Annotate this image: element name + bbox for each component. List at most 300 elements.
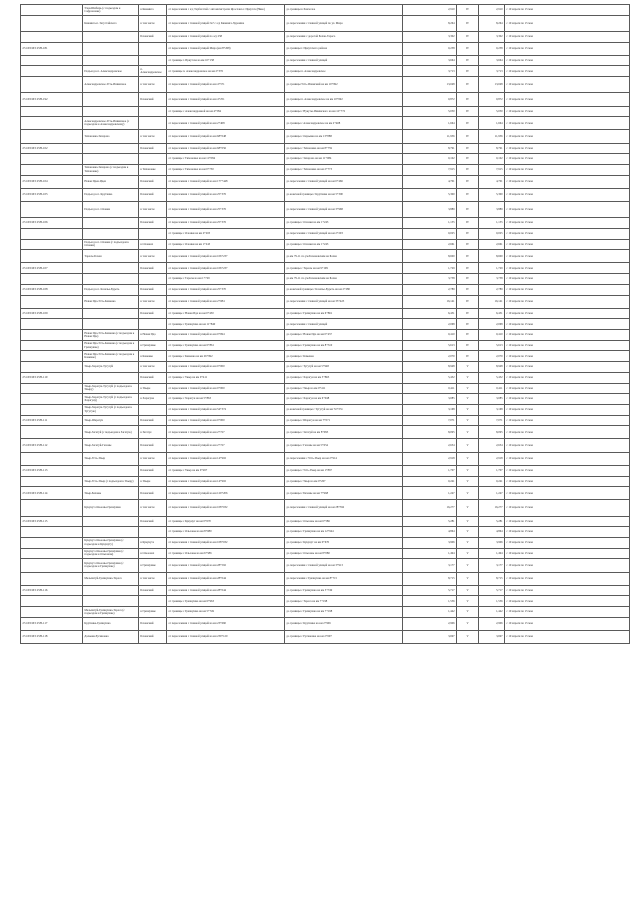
road-name xyxy=(83,319,139,330)
segment-start: от границы с Грязнушка на км 5+749 xyxy=(167,607,285,618)
length-km: 1,494 xyxy=(403,548,457,559)
length-km: 7,071 xyxy=(403,415,457,426)
road-category: IV xyxy=(457,319,479,330)
road-name: Новая Ида-Усть-Каменка (с подъездом к Грязнушке) xyxy=(83,340,139,351)
segment-end: до границы с Новая Ида на км 0+437 xyxy=(285,330,403,341)
road-category: IV xyxy=(457,340,479,351)
road-name: Новая Ида-Усть-Каменка (с подъездом к Новая Иде) xyxy=(83,330,139,341)
segment-end: до пересечения с главной улицей xyxy=(285,55,403,66)
length-km: 1,729 xyxy=(403,263,457,274)
table-row xyxy=(21,500,630,516)
table-row xyxy=(21,263,630,274)
register-code xyxy=(21,404,83,415)
restriction-period: с 10 апреля по 15 мая xyxy=(505,250,630,263)
district-cell xyxy=(139,319,167,330)
length-km: 3,302 xyxy=(403,31,457,42)
register-code xyxy=(21,572,83,585)
segment-start: от пересечения с главной улицей на км 54+374 xyxy=(167,404,285,415)
register-code xyxy=(21,164,83,175)
road-name: Тихоновка-Захарово (с подъездом к Тихоновке) xyxy=(83,164,139,175)
table-row xyxy=(21,383,630,394)
segment-end: до границы с Тугутуй на км 5+948 xyxy=(285,362,403,373)
length-km: 5,281 xyxy=(403,516,457,527)
segment-end: до границы с Оерьевка на км 13+888 xyxy=(285,130,403,143)
segment-end: до границы с Харагун на км 5+863 xyxy=(285,372,403,383)
segment-start: от пересечения с главной улицей №7 с а/д Кижинга-Хурамша xyxy=(167,15,285,31)
segment-end: до границы с Укыр на км 0+267 xyxy=(285,476,403,487)
restricted-length-km: 7,915 xyxy=(479,164,505,175)
segment-start: от пересечения с главной улицей на км 25+370 xyxy=(167,284,285,295)
length-km: 5,050 xyxy=(403,106,457,117)
road-name xyxy=(83,274,139,285)
segment-end: до границы с Грязнушка на км 7+198 xyxy=(285,607,403,618)
district-cell: Боханский xyxy=(139,617,167,630)
district-cell: Боханский xyxy=(139,585,167,596)
table-row xyxy=(21,585,630,596)
segment-end: до пересечения с главной улицей на км 2+203 xyxy=(285,228,403,239)
register-code xyxy=(21,319,83,330)
restricted-length-km: 3,906 xyxy=(479,537,505,548)
restricted-length-km: 0,411 xyxy=(479,383,505,394)
road-name: Подъезд к п. Казачье-Буреть xyxy=(83,284,139,295)
table-row xyxy=(21,308,630,319)
segment-start: от границы с Грязнушка на км 6+861 xyxy=(167,340,285,351)
segment-end: до границы с Грязнушка на км 8+310 xyxy=(285,340,403,351)
restriction-period: с 10 апреля по 15 мая xyxy=(505,452,630,465)
table-row xyxy=(21,117,630,130)
table-row xyxy=(21,527,630,538)
road-category: V xyxy=(457,452,479,465)
restriction-period: с 10 апреля по 15 мая xyxy=(505,415,630,426)
register-code: 25 ОП МЗ 25Н-113 xyxy=(21,465,83,476)
segment-end: до границы с Тихоновка на км 2+773 xyxy=(285,164,403,175)
restricted-length-km: 1,556 xyxy=(479,596,505,607)
restriction-period: с 10 апреля по 15 мая xyxy=(505,154,630,165)
restriction-period: с 10 апреля по 15 мая xyxy=(505,239,630,250)
district-cell: Боханский xyxy=(139,284,167,295)
restricted-length-km: 3,168 xyxy=(479,404,505,415)
table-row xyxy=(21,15,630,31)
restriction-period: с 10 апреля по 15 мая xyxy=(505,351,630,362)
road-name xyxy=(83,308,139,319)
district-cell: в Ользонах xyxy=(139,548,167,559)
road-name: Подъезд к п. Олонки (с подъездом к Олонки) xyxy=(83,239,139,250)
segment-start: от границы с Харагун на км 5+863 xyxy=(167,394,285,405)
segment-end: до пересечения с главной улицей по ул. Мира xyxy=(285,15,403,31)
segment-start: от пересечения с главной улицей на км 14+902 xyxy=(167,476,285,487)
length-km: 8,715 xyxy=(403,572,457,585)
restricted-length-km: 1,442 xyxy=(479,607,505,618)
table-row xyxy=(21,452,630,465)
segment-end: до пересечения с главной улицей на км 3+913 xyxy=(285,559,403,572)
road-category: IV xyxy=(457,130,479,143)
segment-start: от пересечения с главной улицей на км 2+084 xyxy=(167,295,285,308)
road-category: IV xyxy=(457,351,479,362)
length-km: 5,717 xyxy=(403,585,457,596)
length-km: 3,697 xyxy=(403,630,457,643)
restriction-period: с 10 апреля по 15 мая xyxy=(505,202,630,218)
road-name: Укыр-Харагун-Тугутуй (с подъездом к Укыру) xyxy=(83,383,139,394)
restricted-length-km: 1,664 xyxy=(479,117,505,130)
table-row xyxy=(21,5,630,16)
register-code xyxy=(21,154,83,165)
restricted-length-km: 8,791 xyxy=(479,143,505,154)
segment-end: до границы с Загатуй на км 8+095 xyxy=(285,426,403,439)
register-rows xyxy=(21,5,630,644)
table-row xyxy=(21,439,630,452)
restricted-length-km: 5,300 xyxy=(479,188,505,201)
district-cell: в Каменке xyxy=(139,351,167,362)
road-name: Мельхитуй-Грязнушка-Тараса (с подъездом к Грязнушке) xyxy=(83,607,139,618)
register-code xyxy=(21,250,83,263)
road-category: V xyxy=(457,394,479,405)
segment-end: до границы с Тараса на км 7+198 xyxy=(285,596,403,607)
segment-start: от пересечения с главной улицей на км 68+056 xyxy=(167,143,285,154)
segment-start: от пересечения с главной улицей на км 25+376 xyxy=(167,202,285,218)
restricted-length-km: 3,177 xyxy=(479,559,505,572)
segment-end: до пересечения с главной улицей на км 0+466 xyxy=(285,175,403,188)
restriction-period: с 10 апреля по 15 мая xyxy=(505,383,630,394)
length-km: 2,789 xyxy=(403,284,457,295)
table-row xyxy=(21,465,630,476)
road-category: V xyxy=(457,559,479,572)
restriction-period: с 10 апреля по 15 мая xyxy=(505,362,630,373)
road-name xyxy=(83,527,139,538)
segment-end: до границы с Гаханы на км 5+654 xyxy=(285,439,403,452)
length-km: 3,085 xyxy=(403,394,457,405)
segment-end: до границы с Усть-Укыр на км 1+867 xyxy=(285,465,403,476)
table-row xyxy=(21,516,630,527)
restricted-length-km: 2,789 xyxy=(479,284,505,295)
table-row xyxy=(21,218,630,229)
district-cell: Боханский xyxy=(139,415,167,426)
restriction-period: с 10 апреля по 15 мая xyxy=(505,263,630,274)
register-code xyxy=(21,15,83,31)
length-km: 6,451 xyxy=(403,308,457,319)
restricted-length-km: 2,068 xyxy=(479,319,505,330)
register-code: 25 ОП МЗ 25Н-116 xyxy=(21,585,83,596)
register-code xyxy=(21,5,83,16)
table-row xyxy=(21,31,630,42)
segment-end: до границы с Тарасы на км 9+199 xyxy=(285,263,403,274)
segment-end: до границы с Шарагун на км 7+071 xyxy=(285,415,403,426)
restriction-period: с 10 апреля по 15 мая xyxy=(505,218,630,229)
road-name: Подъезд к п. Александровское xyxy=(83,66,139,77)
restriction-period: с 10 апреля по 15 мая xyxy=(505,106,630,117)
segment-end: до границы г. Иркутского района xyxy=(285,42,403,55)
district-cell: в том числе xyxy=(139,295,167,308)
restricted-length-km: 2,918 xyxy=(479,452,505,465)
road-category: V xyxy=(457,537,479,548)
table-row xyxy=(21,415,630,426)
register-code: 25 ОП МЗ 25Н-111 xyxy=(21,415,83,426)
restriction-period: с 10 апреля по 15 мая xyxy=(505,548,630,559)
register-code xyxy=(21,55,83,66)
length-km: 8,095 xyxy=(403,426,457,439)
register-code xyxy=(21,559,83,572)
segment-start: от пересечения с главной улицей на км 25+376 xyxy=(167,218,285,229)
length-km: 8,600 xyxy=(403,250,457,263)
road-category: IV xyxy=(457,239,479,250)
register-code xyxy=(21,340,83,351)
segment-end: до конечной границы с Крутинка на км 5+300 xyxy=(285,188,403,201)
table-row xyxy=(21,330,630,341)
segment-start: от пересечения с а/д Тарбагатай с автомагистрали Ярославл-г. Иркутск (Нико) xyxy=(167,5,285,16)
road-name: Улан-Шибирь (с подъездом к Сафроновке) xyxy=(83,5,139,16)
road-name xyxy=(83,55,139,66)
road-category: IV xyxy=(457,175,479,188)
district-cell: в Кижинга xyxy=(139,5,167,16)
road-category: V xyxy=(457,404,479,415)
register-code: 25 ОП МЗ 25Н-110 xyxy=(21,372,83,383)
district-cell: в Укыре xyxy=(139,383,167,394)
segment-end: до пересечения с главной улицей на км 3+968 xyxy=(285,202,403,218)
district-cell: в том числе xyxy=(139,452,167,465)
district-cell: в Олонках xyxy=(139,239,167,250)
restricted-length-km: 0,102 xyxy=(479,154,505,165)
length-km: 1,707 xyxy=(403,465,457,476)
register-code xyxy=(21,117,83,130)
district-cell: в Харагуне xyxy=(139,394,167,405)
register-code xyxy=(21,548,83,559)
restriction-period: с 10 апреля по 15 мая xyxy=(505,77,630,93)
restricted-length-km: 16,141 xyxy=(479,295,505,308)
road-name xyxy=(83,263,139,274)
restricted-length-km: 8,715 xyxy=(479,572,505,585)
restricted-length-km: 5,281 xyxy=(479,516,505,527)
segment-start: от границы с Грязнушка на км 11+840 xyxy=(167,319,285,330)
restricted-length-km: 0,241 xyxy=(479,476,505,487)
segment-end: до пересечения с дорогой Бохан-Тараса xyxy=(285,31,403,42)
register-code xyxy=(21,362,83,373)
register-code xyxy=(21,394,83,405)
table-row xyxy=(21,559,630,572)
segment-start: от пересечения с главной улицей на км 25+376 xyxy=(167,188,285,201)
road-category: V xyxy=(457,617,479,630)
restriction-period: с 10 апреля по 15 мая xyxy=(505,465,630,476)
register-code xyxy=(21,130,83,143)
register-code: 25 ОП МЗ 25Н-105 xyxy=(21,188,83,201)
segment-start: от границы п. Александровское на км 2+376 xyxy=(167,66,285,77)
road-category: IV xyxy=(457,117,479,130)
restriction-period: с 10 апреля по 15 мая xyxy=(505,572,630,585)
segment-start: от пересечения с главной улицей Мира (км 8+268) xyxy=(167,42,285,55)
segment-start: от границы с Новая Ида на км 0+450 xyxy=(167,308,285,319)
road-register-table xyxy=(20,4,630,644)
table-row xyxy=(21,630,630,643)
road-register-sheet xyxy=(20,4,629,644)
restriction-period: с 10 апреля по 15 мая xyxy=(505,228,630,239)
district-cell: в Укыре xyxy=(139,476,167,487)
road-name: Александровское-Усть-Ишимское xyxy=(83,77,139,93)
segment-end: до границы с Грязнушка на км 5+749 xyxy=(285,585,403,596)
segment-start: от пересечения с главной улицей на км 2+727 xyxy=(167,439,285,452)
road-category: IV xyxy=(457,228,479,239)
register-code xyxy=(21,228,83,239)
district-cell: Боханский xyxy=(139,93,167,106)
segment-end: до границы п. Александровское xyxy=(285,66,403,77)
register-code: 25 ОП МЗ 25Н-102 xyxy=(21,143,83,154)
segment-start: от границы с Укыр на км 0+267 xyxy=(167,465,285,476)
restriction-period: с 10 апреля по 15 мая xyxy=(505,117,630,130)
length-km: 5,452 xyxy=(403,372,457,383)
register-code xyxy=(21,476,83,487)
length-km: 3,889 xyxy=(403,202,457,218)
district-cell: в Грязнушке xyxy=(139,559,167,572)
road-name xyxy=(83,465,139,476)
register-code: 25 ОП МЗ 25Н-114 xyxy=(21,487,83,500)
district-cell: Боханский xyxy=(139,188,167,201)
length-km: 3,906 xyxy=(403,537,457,548)
segment-end: до границы с Кукунут на км 0+670 xyxy=(285,537,403,548)
road-category: IV xyxy=(457,154,479,165)
length-km: 1,664 xyxy=(403,117,457,130)
segment-start: от пересечения с главной улицей на км 177+448 xyxy=(167,175,285,188)
restriction-period: с 10 апреля по 15 мая xyxy=(505,617,630,630)
length-km: 1,155 xyxy=(403,218,457,229)
table-row xyxy=(21,250,630,263)
segment-start: от пересечения с главной улицей на км 28+592 xyxy=(167,559,285,572)
restricted-length-km: 5,050 xyxy=(479,106,505,117)
segment-start: от пересечения с главной улицей на км 239+120 xyxy=(167,630,285,643)
road-category: V xyxy=(457,607,479,618)
restriction-period: с 10 апреля по 15 мая xyxy=(505,274,630,285)
road-name xyxy=(83,585,139,596)
length-km: 2,070 xyxy=(403,351,457,362)
length-km: 0,872 xyxy=(403,93,457,106)
district-cell: Боханский xyxy=(139,516,167,527)
road-name: Кукунут-Ользоны-Грязнушка xyxy=(83,500,139,516)
district-cell: в том числе xyxy=(139,130,167,143)
district-cell: в том числе xyxy=(139,572,167,585)
restriction-period: с 10 апреля по 15 мая xyxy=(505,330,630,341)
road-name: Укыр-Шарагун xyxy=(83,415,139,426)
restriction-period: с 10 апреля по 15 мая xyxy=(505,15,630,31)
length-km: 2,906 xyxy=(403,617,457,630)
district-cell: Боханский xyxy=(139,308,167,319)
length-km: 0,410 xyxy=(403,330,457,341)
restricted-length-km: 7,071 xyxy=(479,415,505,426)
road-name: Тихоновка-Захарово xyxy=(83,130,139,143)
road-category: V xyxy=(457,585,479,596)
road-name: Укыр-Харагун-Тугутуй xyxy=(83,362,139,373)
road-name xyxy=(83,154,139,165)
segment-start: от пересечения с главной улицей на км 2+408 xyxy=(167,117,285,130)
segment-end: до пересечения с главной улицей на км 35+423 xyxy=(285,295,403,308)
district-cell: в том числе xyxy=(139,362,167,373)
restriction-period: с 10 апреля по 15 мая xyxy=(505,66,630,77)
segment-start: от пересечения с главной улицей на км 23+660 xyxy=(167,617,285,630)
register-code: 25 ОП МЗ 25Н-118 xyxy=(21,630,83,643)
segment-end: до границы с Харагун на км 6+948 xyxy=(285,394,403,405)
segment-start: от пересечения с главной улицей на км 0+000 xyxy=(167,383,285,394)
segment-start: от пересечения с главной улицей на км 0+000 xyxy=(167,415,285,426)
length-km: 0,241 xyxy=(403,476,457,487)
table-row xyxy=(21,476,630,487)
restriction-period: с 10 апреля по 15 мая xyxy=(505,372,630,383)
length-km: 2,068 xyxy=(403,319,457,330)
district-cell: в том числе xyxy=(139,250,167,263)
length-km: 1,442 xyxy=(403,607,457,618)
table-row xyxy=(21,607,630,618)
segment-start: от пересечения с главной улицей по а/д 258 xyxy=(167,31,285,42)
road-category: V xyxy=(457,476,479,487)
restriction-period: с 10 апреля по 15 мая xyxy=(505,340,630,351)
road-category: V xyxy=(457,439,479,452)
restricted-length-km: 2,654 xyxy=(479,439,505,452)
road-name: Тарасы-Бохан xyxy=(83,250,139,263)
road-name xyxy=(83,372,139,383)
length-km: 3,738 xyxy=(403,274,457,285)
table-row xyxy=(21,228,630,239)
road-category: IV xyxy=(457,55,479,66)
table-row xyxy=(21,487,630,500)
road-category: IV xyxy=(457,284,479,295)
length-km: 0,258 xyxy=(403,42,457,55)
road-category: V xyxy=(457,362,479,373)
length-km: 0,025 xyxy=(403,228,457,239)
length-km: 2,654 xyxy=(403,439,457,452)
segment-end: до границы с Ользоны на км 6+586 xyxy=(285,516,403,527)
road-name: Дальняя-Русиновка xyxy=(83,630,139,643)
table-row xyxy=(21,372,630,383)
segment-end: до границы с Баханы на км 7+968 xyxy=(285,487,403,500)
road-name: Кукунут-Ользоны-Грязнушка (с подъездом к Грязнушке) xyxy=(83,559,139,572)
segment-start: от границы с Кукунут на км 0+670 xyxy=(167,516,285,527)
restricted-length-km: 13,048 xyxy=(479,77,505,93)
restriction-period: с 10 апреля по 15 мая xyxy=(505,426,630,439)
road-name: Укыр-Баханы xyxy=(83,487,139,500)
road-name: Крутинка-Грязнушка xyxy=(83,617,139,630)
segment-end: до границы с Каменка xyxy=(285,351,403,362)
road-category: IV xyxy=(457,15,479,31)
restricted-length-km: 1,707 xyxy=(479,465,505,476)
district-cell: в Грязнушке xyxy=(139,340,167,351)
road-name xyxy=(83,516,139,527)
segment-start: от пересечения с главной улицей на км 28+044 xyxy=(167,585,285,596)
restricted-length-km: 5,613 xyxy=(479,340,505,351)
restriction-period: с 10 апреля по 15 мая xyxy=(505,130,630,143)
road-category: V xyxy=(457,426,479,439)
table-row xyxy=(21,548,630,559)
district-cell: Боханский xyxy=(139,465,167,476)
restricted-length-km: 3,085 xyxy=(479,394,505,405)
length-km: 11,936 xyxy=(403,130,457,143)
table-row xyxy=(21,154,630,165)
restricted-length-km: 6,451 xyxy=(479,308,505,319)
register-code xyxy=(21,537,83,548)
segment-start: от границы с Каменка на км 26+992 xyxy=(167,351,285,362)
restriction-period: с 10 апреля по 15 мая xyxy=(505,5,630,16)
table-row xyxy=(21,284,630,295)
register-code xyxy=(21,452,83,465)
restriction-period: с 10 апреля по 15 мая xyxy=(505,476,630,487)
segment-end: до границы с Нукуты-Ишимского на км 12+772 xyxy=(285,106,403,117)
segment-start: от пересечения с главной улицей на км 4+251 xyxy=(167,93,285,106)
segment-start: от границы с Олонки на км 2+203 xyxy=(167,228,285,239)
road-name: Укыр-Загатуй-Гаханы xyxy=(83,439,139,452)
restricted-length-km: 3,889 xyxy=(479,202,505,218)
table-row xyxy=(21,188,630,201)
restricted-length-km: 1,729 xyxy=(479,263,505,274)
road-category: IV xyxy=(457,250,479,263)
length-km: 8,264 xyxy=(403,15,457,31)
restricted-length-km: 0,258 xyxy=(479,42,505,55)
register-code: 25 ОП МЗ 25Н-117 xyxy=(21,617,83,630)
table-row xyxy=(21,362,630,373)
road-category: IV xyxy=(457,295,479,308)
restricted-length-km: 3,697 xyxy=(479,630,505,643)
